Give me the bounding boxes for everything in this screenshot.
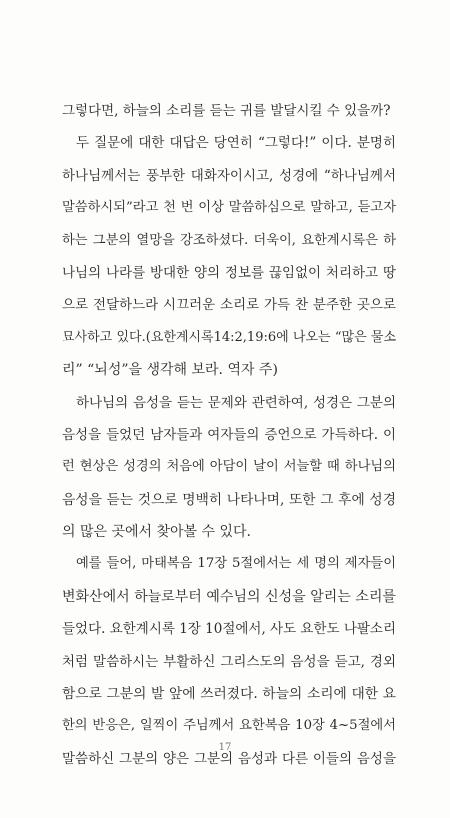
text-line: 그렇다면, 하늘의 소리를 듣는 귀를 발달시킬 수 있을까? bbox=[62, 103, 391, 119]
text-line: 두 질문에 대한 대답은 당연히 “그렇다!” 이다. 분명히 bbox=[76, 135, 396, 152]
text-line: 함으로 그분의 발 앞에 쓰러졌다. 하늘의 소리에 대한 요 bbox=[62, 686, 396, 703]
text-line: 음성을 들었던 남자들과 여자들의 증언으로 가득하다. 이 bbox=[62, 426, 396, 443]
page-number: 17 bbox=[218, 742, 232, 753]
text-line: 나님의 나라를 방대한 양의 정보를 끊임없이 처리하고 땅 bbox=[62, 264, 396, 281]
text-line: 리” “뇌성”을 생각해 보라. 역자 주) bbox=[62, 362, 278, 379]
text-line: 말씀하시되”라고 천 번 이상 말씀하심으로 말하고, 듣고자 bbox=[62, 200, 396, 216]
body-text bbox=[62, 95, 396, 775]
text-line: 말씀하신 그분의 양은 그분의 음성과 다른 이들의 음성을 bbox=[62, 750, 396, 767]
text-line: 음성을 듣는 것으로 명백히 나타나며, 또한 그 후에 성경 bbox=[62, 491, 396, 508]
text-line: 들었다. 요한계시록 1장 10절에서, 사도 요한도 나팔소리 bbox=[62, 621, 396, 638]
text-line: 묘사하고 있다.(요한계시록14:2,19:6에 나오는 “많은 물소 bbox=[62, 329, 396, 345]
text-line: 예를 들어, 마태복음 17장 5절에서는 세 명의 제자들이 bbox=[76, 556, 396, 572]
text-line: 하나님께서는 풍부한 대화자이시고, 성경에 “하나님께서 bbox=[62, 167, 396, 184]
text-line: 처럼 말씀하시는 부활하신 그리스도의 음성을 듣고, 경외 bbox=[62, 653, 396, 670]
text-line: 하는 그분의 열망을 강조하셨다. 더욱이, 요한계시록은 하 bbox=[62, 232, 396, 248]
text-line: 하나님의 음성을 듣는 문제와 관련하여, 성경은 그분의 bbox=[76, 394, 396, 411]
text-line: 으로 전달하느라 시끄러운 소리로 가득 찬 분주한 곳으로 bbox=[62, 297, 396, 314]
text-line: 런 현상은 성경의 처음에 아담이 날이 서늘할 때 하나님의 bbox=[62, 459, 396, 475]
text-line: 의 많은 곳에서 찾아볼 수 있다. bbox=[62, 524, 251, 541]
text-line: 한의 반응은, 일찍이 주님께서 요한복음 10장 4~5절에서 bbox=[62, 718, 396, 734]
text-line: 변화산에서 하늘로부터 예수님의 신성을 알리는 소리를 bbox=[62, 588, 396, 605]
